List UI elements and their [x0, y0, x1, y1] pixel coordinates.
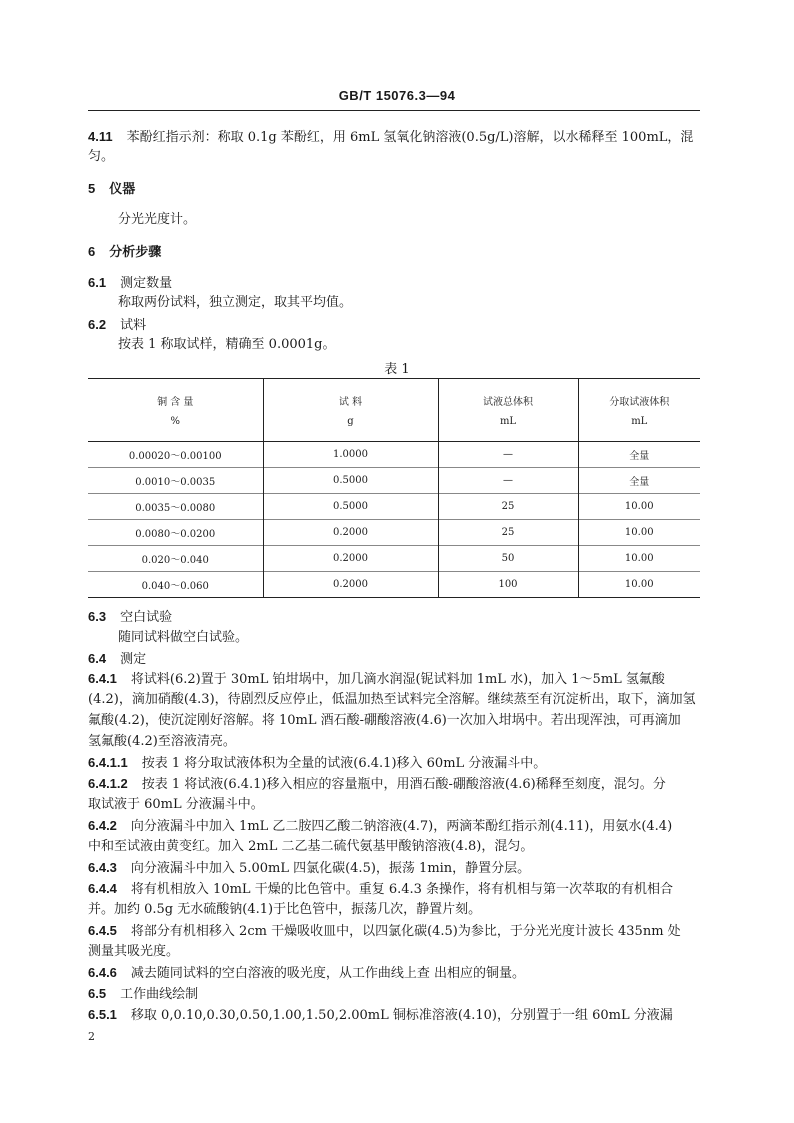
para-text: 并。加约 0.5g 无水硫酸钠(4.1)于比色管中，振荡几次，静置片刻。 — [88, 902, 482, 917]
para-6-4-3 — [88, 859, 530, 878]
section-number: 6.4.1 — [88, 671, 117, 686]
para-6-4-4 — [88, 880, 673, 899]
section-heading-5 — [88, 180, 135, 199]
table-cell: 0.2000 — [263, 546, 438, 572]
section-number: 6.5 — [88, 986, 107, 1001]
table-cell: 0.020～0.040 — [88, 546, 263, 572]
table-cell: 10.00 — [578, 546, 700, 572]
para-text: 减去随同试料的空白溶液的吸光度，从工作曲线上查 出相应的铜量。 — [130, 966, 526, 981]
table-cell: 100 — [438, 572, 578, 598]
table-row — [88, 546, 700, 572]
section-heading-6 — [88, 243, 161, 262]
para-text: 苯酚红指示剂：称取 0.1g 苯酚红，用 6mL 氢氧化钠溶液(0.5g/L)溶解，以水稀释至 100mL，混 — [126, 130, 694, 145]
table-cell: 0.0080～0.0200 — [88, 520, 263, 546]
para-text: 氟酸(4.2)，使沉淀刚好溶解。将 10mL 酒石酸-硼酸溶液(4.6)一次加入坩埚中。若出现浑浊，可再滴加 — [88, 713, 681, 728]
table-cell: 0.0010～0.0035 — [88, 468, 263, 494]
section-number: 6.4.5 — [88, 923, 117, 938]
section-number: 6.4.6 — [88, 965, 117, 980]
section-number: 6 — [88, 244, 96, 259]
para-text: 按表 1 将分取试液体积为全量的试液(6.4.1)移入 60mL 分液漏斗中。 — [141, 756, 547, 771]
section-title: 空白试验 — [120, 610, 173, 625]
para-text: (4.2)，滴加硝酸(4.3)，待剧烈反应停止，低温加热至试料完全溶解。继续蒸至有沉淀析出，取下，滴加氢 — [88, 692, 696, 707]
section-number: 6.5.1 — [88, 1007, 117, 1022]
para-text: 测量其吸光度。 — [88, 944, 180, 959]
table-cell: 0.0035～0.0080 — [88, 494, 263, 520]
para-6-4-1-1 — [88, 754, 546, 773]
table-header-row — [88, 379, 700, 442]
subsection-heading-6-5 — [88, 985, 198, 1004]
table-cell: 0.2000 — [263, 572, 438, 598]
table-cell: 0.040～0.060 — [88, 572, 263, 598]
section-number: 6.4.4 — [88, 881, 117, 896]
para-text: 按表 1 将试液(6.4.1)移入相应的容量瓶中，用酒石酸-硼酸溶液(4.6)稀释至刻度，混匀。分 — [141, 777, 666, 792]
subsection-heading-6-2 — [88, 316, 146, 335]
para-text: 移取 0,0.10,0.30,0.50,1.00,1.50,2.00mL 铜标准溶液(4.10)，分别置于一组 60mL 分液漏 — [130, 1008, 673, 1023]
table-cell: 全量 — [578, 442, 700, 468]
para-text: 匀。 — [88, 149, 115, 164]
para-6-5-1 — [88, 1006, 673, 1025]
table-cell: 1.0000 — [263, 442, 438, 468]
page-number: 2 — [88, 1030, 95, 1043]
section-number: 6.4 — [88, 651, 107, 666]
section-number: 6.4.2 — [88, 818, 117, 833]
para-text: 将有机相放入 10mL 干燥的比色管中。重复 6.4.3 条操作，将有机相与第一次萃取的有机相合 — [130, 882, 674, 897]
column-header: 分取试液体积 mL — [578, 379, 700, 442]
table-cell: 0.5000 — [263, 494, 438, 520]
table-row — [88, 468, 700, 494]
column-header: 试液总体积 mL — [438, 379, 578, 442]
subsection-heading-6-4 — [88, 650, 146, 669]
section-title: 工作曲线绘制 — [120, 987, 199, 1002]
section-title: 分析步骤 — [109, 245, 162, 260]
para-text: 向分液漏斗中加入 1mL 乙二胺四乙酸二钠溶液(4.7)，两滴苯酚红指示剂(4.11)，用氨水(4.4) — [130, 819, 673, 834]
para-text: 将试料(6.2)置于 30mL 铂坩埚中，加几滴水润湿(铌试料加 1mL 水)，加入 1～5mL 氢氟酸 — [130, 672, 665, 687]
table-cell: 0.00020～0.00100 — [88, 442, 263, 468]
para-6-4-1-2 — [88, 775, 666, 794]
section-number: 5 — [88, 181, 96, 196]
table-cell: 10.00 — [578, 572, 700, 598]
para-6-4-6 — [88, 964, 525, 983]
section-title: 测定 — [120, 652, 147, 667]
subsection-heading-6-3 — [88, 608, 172, 627]
table-cell: 全量 — [578, 468, 700, 494]
section-number: 4.11 — [88, 129, 113, 144]
section-number: 6.2 — [88, 317, 107, 332]
para-text: 随同试料做空白试验。 — [118, 630, 249, 645]
section-number: 6.3 — [88, 609, 107, 624]
para-text: 按表 1 称取试样，精确至 0.0001g。 — [118, 337, 336, 352]
section-title: 测定数量 — [120, 276, 173, 291]
para-text: 氢氟酸(4.2)至溶液清亮。 — [88, 734, 236, 749]
table-cell: — — [438, 468, 578, 494]
column-header: 试 料 g — [263, 379, 438, 442]
section-title: 仪器 — [109, 182, 136, 197]
section-number: 6.1 — [88, 275, 107, 290]
table-row — [88, 520, 700, 546]
table-cell: 10.00 — [578, 520, 700, 546]
section-number: 6.4.3 — [88, 860, 117, 875]
para-6-4-1 — [88, 670, 665, 689]
table-cell: 0.2000 — [263, 520, 438, 546]
column-header: 铜 含 量 % — [88, 379, 263, 442]
table-cell: 10.00 — [578, 494, 700, 520]
subsection-heading-6-1 — [88, 274, 172, 293]
page-header: GB/T 15076.3—94 — [338, 88, 456, 103]
header-rule — [88, 110, 700, 111]
para-text: 分光光度计。 — [118, 212, 197, 227]
section-number: 6.4.1.2 — [88, 776, 128, 791]
table-caption: 表 1 — [384, 362, 410, 377]
table-cell: 0.5000 — [263, 468, 438, 494]
table-row — [88, 494, 700, 520]
para-text: 向分液漏斗中加入 5.00mL 四氯化碳(4.5)，振荡 1min，静置分层。 — [130, 861, 531, 876]
table-cell: 25 — [438, 520, 578, 546]
section-number: 6.4.1.1 — [88, 755, 128, 770]
table-cell: — — [438, 442, 578, 468]
table-cell: 25 — [438, 494, 578, 520]
para-text: 取试液于 60mL 分液漏斗中。 — [88, 797, 264, 812]
para-text: 将部分有机相移入 2cm 干燥吸收皿中，以四氯化碳(4.5)为参比，于分光光度计波长 435nm 处 — [130, 924, 681, 939]
para-text: 称取两份试料，独立测定，取其平均值。 — [118, 295, 353, 310]
table-row — [88, 572, 700, 598]
table-cell: 50 — [438, 546, 578, 572]
para-4-11 — [88, 128, 693, 147]
para-text: 中和至试液由黄变红。加入 2mL 二乙基二硫代氨基甲酸钠溶液(4.8)，混匀。 — [88, 839, 534, 854]
section-title: 试料 — [120, 318, 147, 333]
para-6-4-2 — [88, 817, 672, 836]
table-1 — [88, 378, 700, 598]
table-row — [88, 442, 700, 468]
para-6-4-5 — [88, 922, 681, 941]
